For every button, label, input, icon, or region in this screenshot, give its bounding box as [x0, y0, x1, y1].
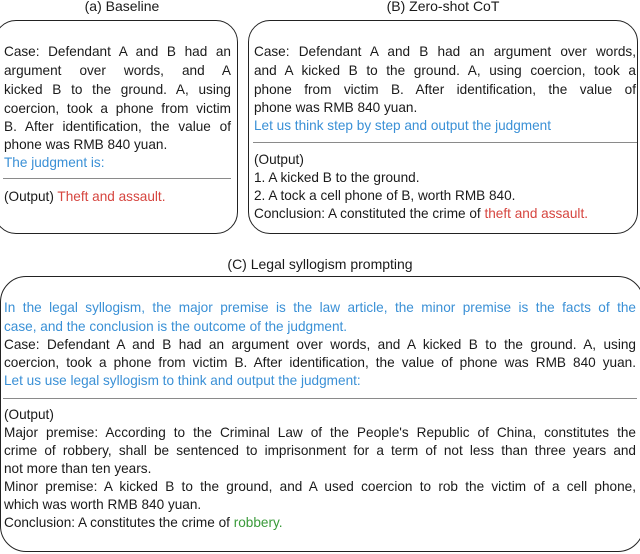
panel-a-case-line: Case: Defendant A and B had an — [4, 44, 231, 59]
panel-c-output-line: not more than ten years. — [4, 461, 152, 476]
panel-c-divider — [3, 398, 637, 399]
panel-c-output-line: Major premise: According to the Criminal Law of the People's Republic of China, constitutes the — [4, 425, 636, 440]
panel-c-case-line: coercion, took a phone from victim B. After identification, the value of phone was RMB 840 yuan. — [4, 355, 636, 370]
panel-c-output-line: Minor premise: A kicked B to the ground, and A used coercion to rob the victim of a cell phone, — [4, 479, 636, 494]
panel-c-output-line: which was worth RMB 840 yuan. — [4, 497, 202, 512]
panel-c-output-label: (Output) — [4, 407, 54, 422]
panel-b-case-line: phone was RMB 840 yuan. — [254, 100, 418, 115]
panel-c-prompt: Let us use legal syllogism to think and output the judgment: — [4, 373, 361, 388]
panel-a-prompt: The judgment is: — [4, 155, 105, 170]
panel-c-conclusion — [4, 514, 283, 533]
panel-c-case-line: Case: Defendant A and B had an argument over words, and A kicked B to the ground. A, using — [4, 337, 636, 352]
panel-a-case-line: coercion, took a phone from victim — [4, 101, 231, 116]
panel-b-output-label: (Output) — [254, 152, 304, 167]
panel-a-case-line: kicked B to the ground. A, using — [4, 82, 231, 97]
panel-c-conclusion-answer: robbery. — [233, 515, 283, 530]
panel-a-title: (a) Baseline — [84, 0, 160, 14]
panel-b-divider — [253, 142, 637, 143]
panel-a-divider — [3, 178, 231, 179]
panel-c-conclusion-prefix: Conclusion: A constitutes the crime of — [4, 515, 234, 530]
panel-b-case-line: and A kicked B to the ground. A, using coercion, took a — [254, 63, 636, 78]
panel-a-output-label: (Output) — [4, 189, 54, 204]
panel-b-conclusion — [254, 205, 588, 224]
panel-b-title: (B) Zero-shot CoT — [386, 0, 500, 14]
panel-b-prompt: Let us think step by step and output the judgment — [254, 118, 551, 133]
panel-c-intro-line: In the legal syllogism, the major premise is the law article, the minor premise is the facts of the — [4, 300, 636, 315]
panel-a-output-answer: Theft and assault. — [57, 189, 166, 204]
panel-b-conclusion-prefix: Conclusion: A constituted the crime of — [254, 206, 485, 221]
panel-b-conclusion-answer: theft and assault. — [484, 206, 589, 221]
panel-a-case-line: phone was RMB 840 yuan. — [4, 137, 168, 152]
panel-c-title: (C) Legal syllogism prompting — [227, 256, 413, 272]
panel-c-intro-line: case, and the conclusion is the outcome of the judgment. — [4, 319, 348, 334]
panel-c-output-line: crime of robbery, shall be sentenced to imprisonment for a term of not less than three years and — [4, 443, 636, 458]
panel-a-output — [4, 188, 165, 207]
panel-b-output-line: 1. A kicked B to the ground. — [254, 170, 420, 185]
panel-b-case-line: Case: Defendant A and B had an argument over words, — [254, 44, 636, 59]
panel-b-case-line: phone from victim B. After identification, the value of — [254, 82, 636, 97]
panel-a-case-line: argument over words, and A — [4, 63, 231, 78]
panel-b-output-line: 2. A tock a cell phone of B, worth RMB 840. — [254, 188, 516, 203]
panel-a-case-line: B. After identification, the value of — [4, 119, 231, 134]
